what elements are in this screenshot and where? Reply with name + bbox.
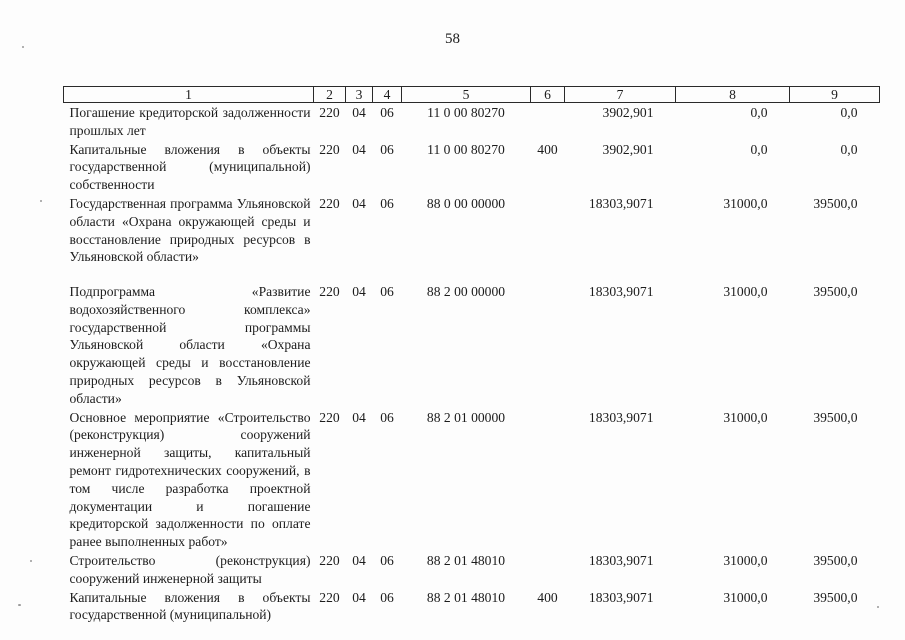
page-number: 58 [445,31,460,47]
row-col-7: 18303,9071 [588,409,654,425]
row-name: Капитальные вложения в объекты государственной (муниципальной) [69,589,311,623]
row-name: Строительство (реконструкция) сооружений инженерной защиты [69,552,311,586]
row-col-2: 220 [319,141,340,157]
scan-speck [40,200,42,202]
row-col-2: 220 [319,409,340,425]
row-name: Государственная программа Ульяновской области «Охрана окружающей среды и восстановление природных ресурсов в Ульяновской области» [69,195,311,265]
row-col-4: 06 [380,141,394,157]
row-name: Капитальные вложения в объекты государственной (муниципальной) собственности [69,141,311,193]
row-col-7: 18303,9071 [588,195,654,211]
row-col-3: 04 [352,552,366,568]
row-col-9: 39500,0 [813,409,858,425]
row-col-9: 39500,0 [813,589,858,605]
row-col-4: 06 [380,409,394,425]
row-col-4: 06 [380,552,394,568]
header-row [64,87,880,103]
table-row [64,194,880,282]
row-col-5: 88 2 00 00000 [426,283,506,299]
row-col-6 [531,408,565,551]
row-col-8: 0,0 [750,105,768,120]
row-col-3: 04 [352,105,366,120]
row-col-7: 18303,9071 [588,283,654,299]
scan-speck [30,560,32,562]
row-col-8: 31000,0 [723,589,768,605]
row-col-7: 18303,9071 [588,552,654,568]
row-col-8: 31000,0 [723,195,768,211]
row-col-6 [531,194,565,282]
row-col-5: 88 2 01 48010 [426,589,506,605]
row-col-3: 04 [352,141,366,157]
row-col-3: 04 [352,409,366,425]
budget-table [63,86,880,624]
table-row [64,140,880,194]
row-col-6 [531,103,565,140]
row-col-3: 04 [352,283,366,299]
header-col-2: 2 [314,87,346,103]
row-col-5: 88 0 00 00000 [426,195,506,211]
table-row [64,551,880,588]
row-col-9: 39500,0 [813,195,858,211]
row-col-9: 39500,0 [813,552,858,568]
row-name: Подпрограмма «Развитие водохозяйственного комплекса» государственной программы Ульяновской области «Охрана окружающей среды и восстановление природных ресурсов в Ульяновской области» [69,283,311,406]
row-col-2: 220 [319,195,340,211]
row-col-4: 06 [380,589,394,605]
row-col-8: 31000,0 [723,283,768,299]
row-col-5: 11 0 00 80270 [427,105,505,120]
row-col-4: 06 [380,195,394,211]
row-col-8: 31000,0 [723,552,768,568]
header-col-6: 6 [531,87,565,103]
row-col-6 [531,551,565,588]
scan-speck [18,604,21,606]
table-row [64,408,880,551]
scan-speck [877,606,879,608]
header-col-1: 1 [64,87,314,103]
header-col-7: 7 [565,87,676,103]
row-col-3: 04 [352,195,366,211]
row-col-9: 0,0 [840,105,858,120]
row-col-9: 39500,0 [813,283,858,299]
row-col-7: 18303,9071 [588,589,654,605]
row-col-8: 0,0 [750,141,768,157]
row-col-5: 11 0 00 80270 [427,141,505,157]
row-col-7: 3902,901 [602,141,654,157]
row-col-3: 04 [352,589,366,605]
row-col-9: 0,0 [840,141,858,157]
header-col-3: 3 [346,87,373,103]
table-row [64,588,880,625]
row-col-5: 88 2 01 00000 [426,409,506,425]
row-col-8: 31000,0 [723,409,768,425]
header-col-8: 8 [676,87,790,103]
row-col-2: 220 [319,589,340,605]
row-col-4: 06 [380,105,394,120]
row-name: Основное мероприятие «Строительство (реконструкция) сооружений инженерной защиты, капитальный ремонт гидротехнических сооружений, в том числе разработка проектной документации и погашение кредиторской задолженности по оплате ранее выполненных работ» [69,409,311,550]
row-col-2: 220 [319,105,340,120]
row-col-2: 220 [319,283,340,299]
row-name: Погашение кредиторской задолженности прошлых лет [69,105,311,138]
row-col-2: 220 [319,552,340,568]
row-col-5: 88 2 01 48010 [426,552,506,568]
row-col-6: 400 [537,141,558,157]
row-col-7: 3902,901 [602,105,654,120]
row-col-4: 06 [380,283,394,299]
header-col-9: 9 [790,87,880,103]
table-row [64,103,880,140]
scan-speck [22,46,24,48]
header-col-4: 4 [373,87,402,103]
header-col-5: 5 [402,87,531,103]
row-col-6: 400 [537,589,558,605]
row-col-6 [531,282,565,408]
table-row [64,282,880,408]
